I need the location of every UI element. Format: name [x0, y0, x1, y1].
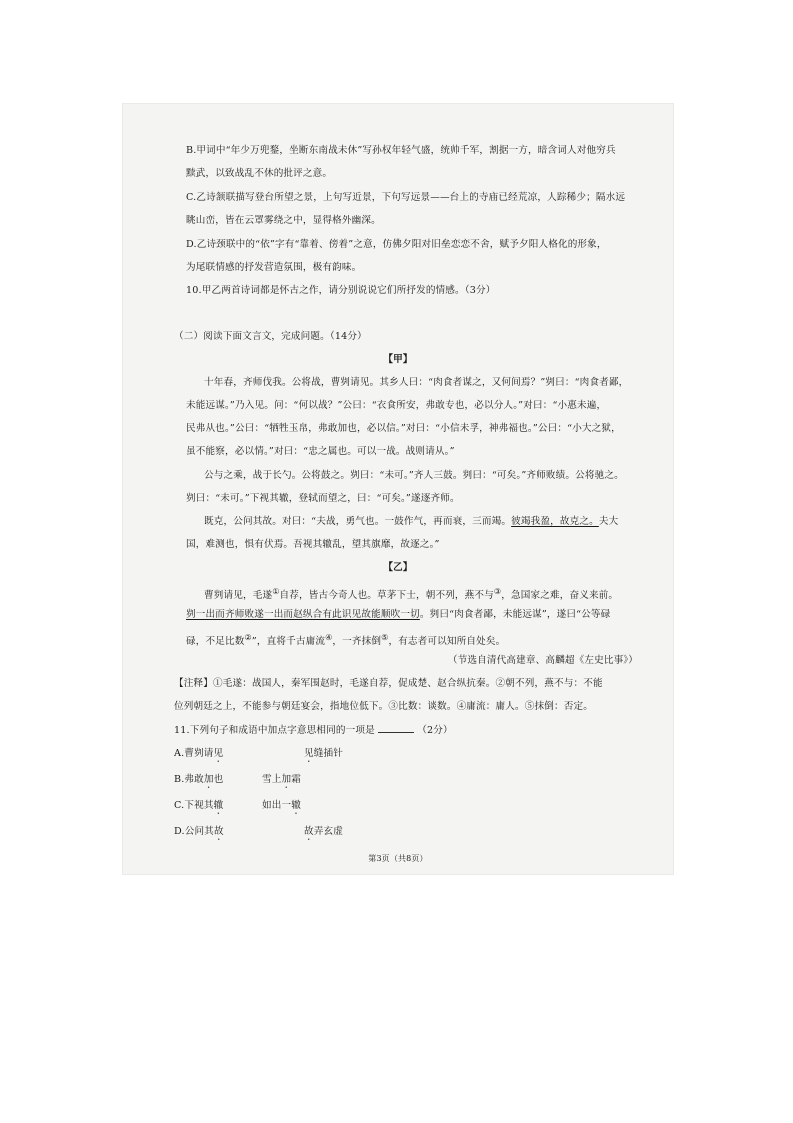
option-d-idiom-dotted-char: 故: [304, 826, 314, 837]
q9-option-d-line2: 为尾联情感的抒发营造氛围，极有韵味。: [186, 262, 362, 273]
jia-line-7-text: 既克，公问其故。对曰：“夫战，勇气也。一鼓作气，再而衰，三而竭。: [204, 516, 512, 527]
passage-jia-title: 【甲】: [383, 354, 413, 365]
q11-option-a-idiom: [304, 747, 343, 765]
answer-blank[interactable]: [378, 723, 414, 733]
option-c-idiom-pre: 如出一: [262, 800, 292, 811]
option-b-idiom-dotted-char: 加: [281, 774, 292, 785]
yi-line-3-b: ”，直将千古庸流: [251, 636, 326, 648]
yi-line-2-b: 。刿曰“肉食者鄙，未能远谋”，遂曰“公等碌: [419, 609, 611, 620]
q9-option-d-line1: D.乙诗颈联中的“依”字有“靠着、傍着”之意，仿佛夕阳对旧垒恋恋不舍，赋予夕阳人格化的形象，: [186, 239, 607, 250]
yi-line-1-b: 自荐，皆古今奇人也。草茅下士，朝不列，燕不与: [279, 590, 494, 602]
q11-option-a[interactable]: [174, 747, 223, 765]
note-marker-1: ①: [272, 587, 280, 596]
page-footer: 第3页（共8页）: [368, 854, 428, 863]
yi-line-3: [186, 631, 505, 649]
option-b-text: B.弗敢: [174, 774, 204, 785]
option-a-idiom-post: 缝插针: [313, 748, 343, 759]
q11-stem-text: 11.下列句子和成语中加点字意思相同的一项是: [174, 725, 375, 736]
notes-line-2: 位列朝廷之上，不能参与朝廷宴会，指地位低下。③比数：谈数。④庸流：庸人。⑤抹倒：否定。: [174, 701, 593, 712]
q9-option-c-line1: C.乙诗颔联描写登台所望之景，上句写近景，下句写远景——台上的寺庙已经荒凉，人踪稀少；隔水远: [186, 192, 626, 203]
q11-option-d[interactable]: [174, 825, 224, 843]
option-c-text: C.下视其: [174, 800, 214, 811]
option-c-idiom-dotted-char: 辙: [291, 800, 301, 811]
yi-line-1-c: ，急国家之难，奋义来前。: [501, 590, 619, 602]
option-c-dotted-char: 辙: [213, 800, 224, 811]
q11-points: （2分）: [417, 725, 453, 736]
jia-line-6: 刿曰：“未可。”下视其辙，登轼而望之，曰：“可矣。”遂逐齐师。: [186, 493, 460, 504]
q11-option-c[interactable]: [174, 799, 223, 817]
q9-option-b-line1: B.甲词中“年少万兜鍪，坐断东南战未休”写孙权年轻气盛，统帅千军，割据一方，暗含词人对他穷兵: [186, 145, 616, 156]
question-10: 10.甲乙两首诗词都是怀古之作，请分别说说它们所抒发的情感。（3分）: [186, 285, 496, 296]
option-d-idiom-post: 弄玄虚: [313, 826, 343, 837]
section-2-heading: （二）阅读下面文言文，完成问题。（14分）: [174, 331, 367, 342]
scanned-exam-page: [122, 103, 674, 875]
note-marker-3: ③: [493, 587, 502, 596]
yi-line-3-c: ，一齐抹倒: [332, 636, 382, 648]
q9-option-c-line2: 眺山峦，皆在云罩雾绕之中，显得格外幽深。: [186, 215, 381, 226]
jia-line-3: 民弗从也。”公曰：“牺牲玉帛，弗敢加也，必以信。”对曰：“小信未孚，神弗福也。”公曰：“小大之狱，: [186, 423, 621, 434]
jia-line-8: 国，难测也，惧有伏焉。吾视其辙乱，望其旗靡，故逐之。”: [186, 539, 440, 550]
note-marker-2: ②: [244, 633, 252, 642]
note-marker-4: ④: [325, 633, 333, 642]
option-a-dotted-char: 见: [213, 748, 224, 759]
option-a-text: A.曹刿请: [174, 748, 214, 759]
yi-line-1-a: 曹刿请见，毛遂: [204, 590, 273, 602]
option-d-dotted-char: 故: [213, 826, 224, 837]
q9-option-b-line2: 黩武，以致战乱不休的批评之意。: [186, 168, 333, 179]
option-a-idiom-dotted-char: 见: [304, 748, 314, 759]
jia-line-2: 未能远谋。”乃入见。问：“何以战？”公曰：“衣食所安，弗敢专也，必以分人。”对曰：“小惠未遍，: [186, 400, 607, 411]
option-b-idiom-post: 霜: [291, 774, 301, 785]
jia-line-4: 虽不能察，必以情。”对曰：“忠之属也。可以一战。战则请从。”: [186, 446, 455, 457]
jia-line-7-end: 夫大: [598, 516, 619, 527]
yi-line-1: [204, 585, 618, 603]
option-b-dotted-char: 加: [203, 774, 214, 785]
option-d-text: D.公问其: [174, 826, 214, 837]
yi-line-3-d: ，有志者可以知所自处矣。: [388, 636, 506, 648]
underlined-sentence-yi: 刿一出而齐师败遂一出而赵纵合有此识见故能顺吹一切: [186, 609, 420, 620]
q11-option-d-idiom: [304, 825, 343, 843]
option-b-idiom-pre: 雪上: [262, 774, 282, 785]
note-marker-5: ⑤: [381, 633, 389, 642]
notes-line-1: 【注释】①毛遂：战国人，秦军围赵时，毛遂自荐，促成楚、赵合纵抗秦。②朝不列，燕不与：不能: [174, 678, 603, 689]
passage-source: （节选自清代高建章、高麟超《左史比事》）: [447, 655, 638, 666]
q11-option-c-idiom: [262, 799, 301, 817]
jia-line-5: 公与之乘，战于长勺。公将鼓之。刿曰：“未可。”齐人三鼓。刿曰：“可矣。”齐师败绩。公将驰之。: [204, 470, 624, 481]
question-11-stem: [174, 723, 453, 738]
option-b-post: 也: [213, 774, 224, 785]
passage-yi-title: 【乙】: [383, 562, 413, 573]
jia-line-1: 十年春，齐师伐我。公将战，曹刿请见。其乡人曰：“肉食者谋之，又何间焉？”刿曰：“肉食者鄙，: [204, 377, 629, 388]
yi-line-3-a: 碌，不足比数: [186, 636, 245, 648]
q11-option-b[interactable]: [174, 773, 223, 791]
q11-option-b-idiom: [262, 773, 301, 791]
underlined-sentence-jia: 彼竭我盈，故克之。: [511, 516, 599, 527]
yi-line-2: [186, 608, 610, 622]
jia-line-7: [204, 515, 618, 529]
